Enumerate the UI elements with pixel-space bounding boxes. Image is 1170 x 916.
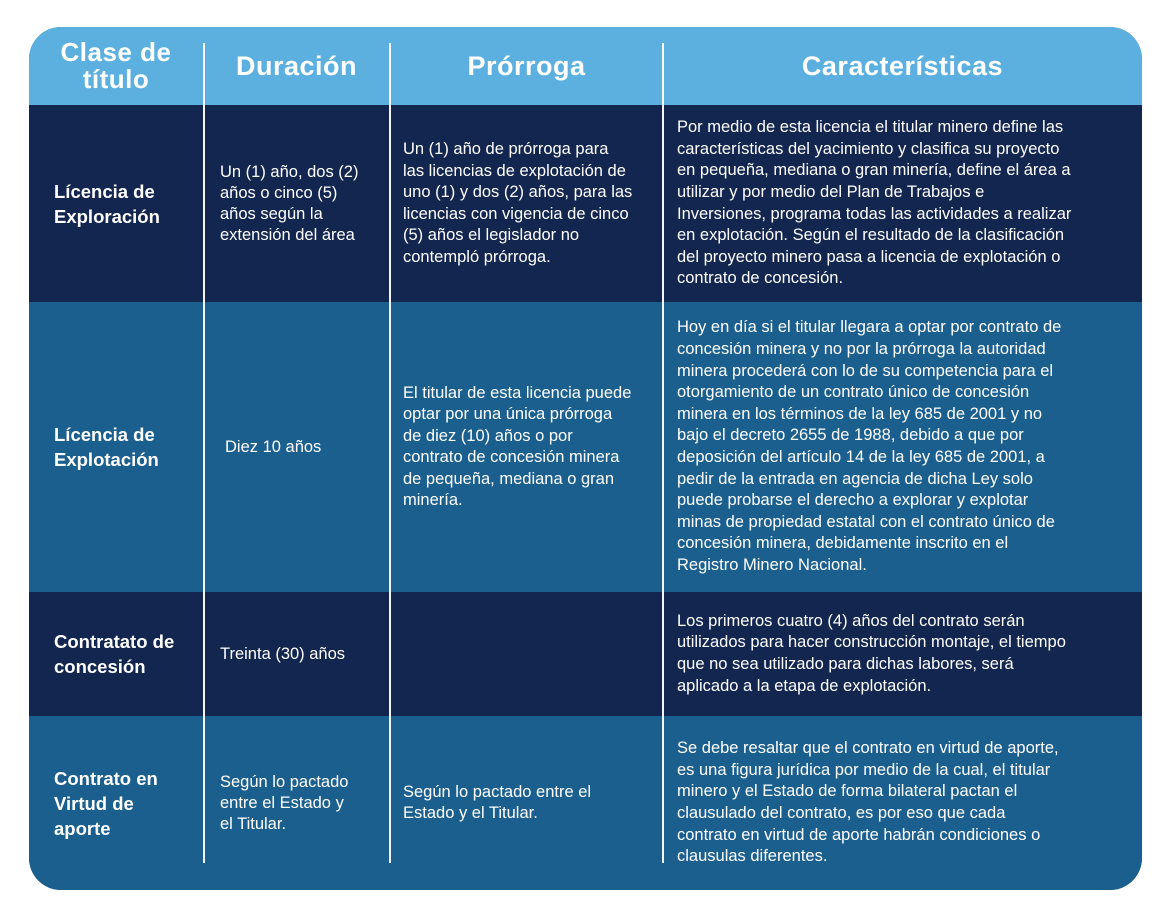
table-header: [29, 27, 1142, 105]
cell-prorroga: Según lo pactado entre el Estado y el Titular.: [403, 782, 592, 822]
table-row: [29, 105, 1142, 302]
table-row: [29, 716, 1142, 890]
header-clase-de-titulo: Clase de título: [60, 37, 172, 94]
cell-caracteristicas: Se debe resaltar que el contrato en virtud de aporte, es una figura jurídica por medio de la cual, el titular minero y el Estado de forma bilateral pactan el clausulado del contrato, es por eso que cada contrato en virtud de aporte habrán condiciones o clausulas diferentes.: [677, 739, 1059, 866]
cell-clase: Contrato en Virtud de aporte: [54, 767, 158, 839]
cell-duracion: Diez 10 años: [225, 437, 322, 456]
table-row: [29, 592, 1142, 716]
header-prorroga: Prórroga: [467, 50, 586, 81]
cell-caracteristicas: Hoy en día si el titular llegara a optar por contrato de concesión minera y no por la prórroga la autoridad minera procederá con lo de su competencia para el otorgamiento de un contrato único de concesión minera en los términos de la ley 685 de 2001 y no bajo el decreto 2655 de 1988, debido a que por deposición del artículo 14 de la ley 685 de 2001, a pedir de la entrada en agencia de dicha Ley solo puede probarse el derecho a explorar y explotar minas de propiedad estatal con el contrato único de concesión minera, debidamente inscrito en el Registro Minero Nacional.: [677, 318, 1062, 574]
cell-prorroga: [390, 592, 663, 716]
column-divider: [662, 43, 664, 863]
cell-caracteristicas: Por medio de esta licencia el titular minero define las características del yacimiento y clasifica su proyecto en pequeña, mediana o gran minería, define el área a utilizar y por medio del Plan de Trabajos e Inversiones, programa todas las actividades a realizar en explotación. Según el resultado de la clasificación del proyecto minero pasa a licencia de explotación o contrato de concesión.: [677, 118, 1072, 288]
header-duracion: Duración: [235, 50, 358, 81]
cell-prorroga: Un (1) año de prórroga para las licencias de explotación de uno (1) y dos (2) años, para las licencias con vigencia de cinco (5) años el legislador no contempló prórroga.: [403, 140, 633, 266]
column-divider: [389, 43, 391, 863]
cell-duracion: Un (1) año, dos (2) años o cinco (5) años según la extensión del área: [220, 162, 359, 244]
cell-duracion: Según lo pactado entre el Estado y el Titular.: [220, 772, 349, 833]
cell-clase: Lícencia de Explotación: [54, 424, 159, 470]
cell-prorroga: El titular de esta licencia puede optar por una única prórroga de diez (10) años o por contrato de concesión minera de pequeña, mediana o gran minería.: [403, 383, 632, 509]
table-row: [29, 302, 1142, 592]
cell-clase: Lícencia de Exploración: [54, 180, 160, 227]
column-divider: [203, 43, 205, 863]
cell-duracion: Treinta (30) años: [220, 644, 346, 663]
mining-titles-table: [29, 27, 1142, 890]
cell-caracteristicas: Los primeros cuatro (4) años del contrato serán utilizados para hacer construcción montaje, el tiempo que no sea utilizado para dichas labores, será aplicado a la etapa de explotación.: [677, 611, 1066, 695]
header-caracteristicas: Características: [801, 50, 1004, 81]
cell-clase: Contratato de concesión: [54, 631, 175, 677]
